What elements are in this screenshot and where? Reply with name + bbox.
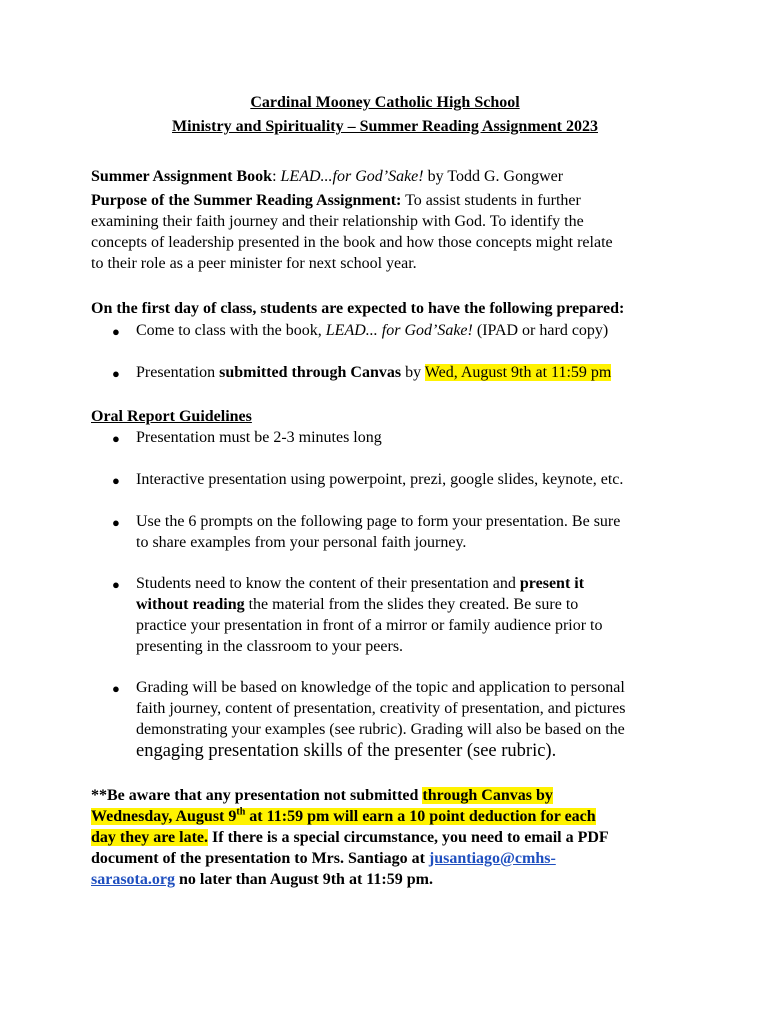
purpose-line-3: concepts of leadership presented in the book and how those concepts might relate [91, 234, 613, 251]
item-bold-text: submitted through Canvas [219, 364, 402, 381]
guideline-text: the material from the slides they created. Be sure to [244, 596, 579, 613]
guideline-interactive: Interactive presentation using powerpoint, prezi, google slides, keynote, etc. [136, 471, 624, 488]
warning-line-1 [91, 785, 691, 806]
item-book-title: LEAD... for God’Sake! [325, 322, 473, 339]
guideline-text: Students need to know the content of their presentation and [136, 575, 520, 592]
warning-line-5 [91, 869, 691, 890]
item-text: (IPAD or hard copy) [472, 322, 609, 339]
warning-text: document of the presentation to Mrs. Santiago at [91, 850, 429, 867]
guideline-know-content-2 [136, 594, 696, 615]
first-day-heading: On the first day of class, students are expected to have the following prepared: [91, 300, 625, 317]
bullet-icon: ● [112, 515, 120, 530]
bullet-icon: ● [112, 366, 120, 381]
first-day-item-presentation [136, 362, 696, 383]
warning-deduction: at 11:59 pm will earn a 10 point deduction for each [245, 808, 596, 825]
guideline-length: Presentation must be 2-3 minutes long [136, 429, 382, 446]
book-author: by Todd G. Gongwer [423, 168, 564, 185]
assignment-title: Ministry and Spirituality – Summer Reading Assignment 2023 [172, 118, 598, 135]
purpose-line-4: to their role as a peer minister for next school year. [91, 255, 417, 272]
guideline-know-content-4: presenting in the classroom to your peers. [136, 638, 404, 655]
book-title: LEAD...for God’Sake! [280, 168, 424, 185]
guidelines-heading: Oral Report Guidelines [91, 408, 252, 425]
warning-highlight [91, 808, 596, 825]
warning-date-suffix: th [236, 806, 246, 818]
purpose-label: Purpose of the Summer Reading Assignment: [91, 192, 402, 209]
email-link[interactable]: sarasota.org [91, 871, 175, 888]
first-day-item-book [136, 320, 696, 341]
warning-line-3 [91, 827, 691, 848]
warning-date: Wednesday, August 9 [91, 808, 237, 825]
email-link[interactable]: jusantiago@cmhs- [428, 850, 556, 867]
bullet-icon: ● [112, 681, 120, 696]
item-text: Come to class with the book, [136, 322, 326, 339]
book-colon: : [272, 168, 277, 185]
guideline-bold-text: without reading [136, 596, 245, 613]
warning-highlight: through Canvas by [422, 787, 553, 804]
item-text: Presentation [136, 364, 220, 381]
guideline-grading-1: Grading will be based on knowledge of the topic and application to personal [136, 679, 625, 696]
bullet-icon: ● [112, 577, 120, 592]
guideline-prompts-1: Use the 6 prompts on the following page to form your presentation. Be sure [136, 513, 621, 530]
warning-line-4 [91, 848, 691, 869]
item-text: by [401, 364, 425, 381]
warning-text: no later than August 9th at 11:59 pm. [174, 871, 433, 888]
warning-text: **Be aware that any presentation not submitted [91, 787, 423, 804]
bullet-icon: ● [112, 431, 120, 446]
book-line [91, 166, 691, 187]
school-title: Cardinal Mooney Catholic High School [250, 94, 520, 111]
warning-line-2 [91, 806, 691, 827]
warning-highlight: day they are late. [91, 829, 209, 846]
purpose-text: To assist students in further [401, 192, 581, 209]
guideline-know-content-3: practice your presentation in front of a mirror or family audience prior to [136, 617, 603, 634]
guideline-bold-text: present it [519, 575, 585, 592]
purpose-line-1 [91, 190, 691, 211]
guideline-know-content-1 [136, 573, 696, 594]
guideline-prompts-2: to share examples from your personal faith journey. [136, 534, 467, 551]
guideline-grading-2: faith journey, content of presentation, creativity of presentation, and pictures [136, 700, 626, 717]
purpose-line-2: examining their faith journey and their relationship with God. To identify the [91, 213, 584, 230]
bullet-icon: ● [112, 473, 120, 488]
book-label: Summer Assignment Book [91, 168, 273, 185]
guideline-grading-4: engaging presentation skills of the presenter (see rubric). [136, 741, 557, 761]
guideline-grading-3: demonstrating your examples (see rubric). Grading will also be based on the [136, 721, 625, 738]
warning-text: If there is a special circumstance, you need to email a PDF [208, 829, 609, 846]
deadline-highlight: Wed, August 9th at 11:59 pm [424, 364, 612, 381]
bullet-icon: ● [112, 324, 120, 339]
